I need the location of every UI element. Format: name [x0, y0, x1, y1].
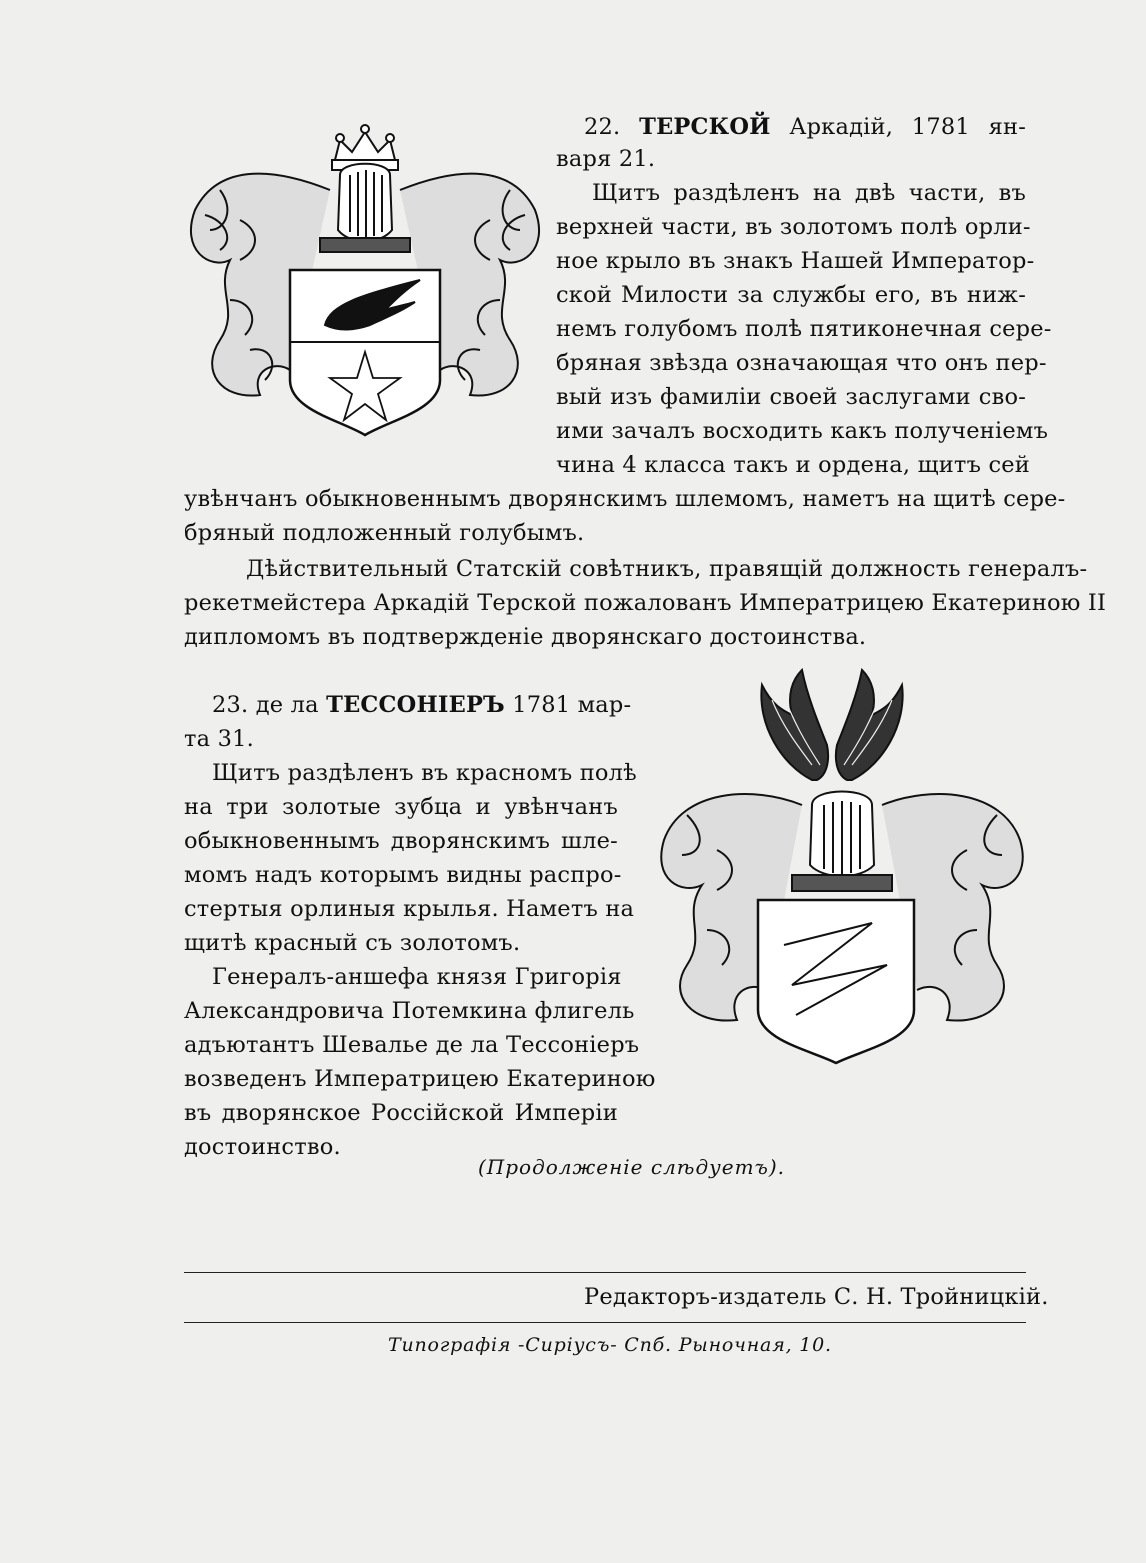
printer-line: Типографія -Сиріусъ- Спб. Рыночная, 10.	[388, 1334, 832, 1356]
entry22-surname: ТЕРСКОЙ	[639, 114, 771, 140]
continuation-note: (Продолженіе слѣдуетъ).	[478, 1155, 786, 1179]
entry22-heading-rest: Аркадій, 1781 ян-	[789, 114, 1026, 140]
entry22-desc-full-line: увѣнчанъ обыкновеннымъ дворянскимъ шлемомъ, наметъ на щитѣ сере-	[184, 486, 1066, 512]
entry23-desc-line: на три золотые зубца и увѣнчанъ	[184, 794, 618, 820]
entry22-desc-full-line: бряный подложенный голубымъ.	[184, 520, 585, 546]
entry22-heading-line2: варя 21.	[556, 146, 656, 172]
entry23-history-line: въ дворянское Россійской Имперіи	[184, 1100, 618, 1126]
entry23-number: 23.	[212, 692, 249, 718]
entry22-desc-line: Щитъ раздѣленъ на двѣ части, въ	[592, 180, 1026, 206]
entry23-surname: ТЕССОНІЕРЪ	[326, 692, 505, 718]
entry22-history-line: дипломомъ въ подтвержденіе дворянскаго достоинства.	[184, 624, 867, 650]
entry22-history-line: рекетмейстера Аркадій Терской пожалованъ Императрицею Екатериною II	[184, 590, 1107, 616]
entry23-heading	[212, 688, 632, 722]
entry22-desc-line: немъ голубомъ полѣ пятиконечная сере-	[556, 316, 1052, 342]
entry22-history-line: Дѣйствительный Статскій совѣтникъ, правящій должность генералъ-	[246, 556, 1088, 582]
entry22-heading	[584, 110, 1026, 144]
entry22-desc-line: чина 4 класса такъ и ордена, щитъ сей	[556, 452, 1030, 478]
entry23-desc-line: стертыя орлиныя крылья. Наметъ на	[184, 896, 635, 922]
footer-rule-bottom	[184, 1322, 1026, 1323]
entry23-prefix: де ла	[255, 692, 319, 718]
entry22-number: 22.	[584, 114, 621, 140]
entry23-history-line: адъютантъ Шевалье де ла Тессоніеръ	[184, 1032, 640, 1058]
entry23-history-line: Генералъ-аншефа князя Григорія	[212, 964, 622, 990]
entry23-history-line: Александровича Потемкина флигель	[184, 998, 635, 1024]
coat-of-arms-terskoy-icon	[180, 120, 550, 440]
footer-rule-top	[184, 1272, 1026, 1273]
entry22-desc-line: ное крыло въ знакъ Нашей Император-	[556, 248, 1035, 274]
entry23-desc-line: Щитъ раздѣленъ въ красномъ полѣ	[212, 760, 637, 786]
entry22-desc-line: бряная звѣзда означающая что онъ пер-	[556, 350, 1047, 376]
coat-of-arms-tessonier-icon	[652, 665, 1032, 1065]
entry22-desc-line: вый изъ фамиліи своей заслугами сво-	[556, 384, 1026, 410]
entry22-desc-line: верхней части, въ золотомъ полѣ орли-	[556, 214, 1031, 240]
entry23-desc-line: момъ надъ которымъ видны распро-	[184, 862, 622, 888]
entry22-desc-line: ими зачалъ восходить какъ полученіемъ	[556, 418, 1049, 444]
entry23-heading-line2: та 31.	[184, 726, 254, 752]
entry23-desc-line: щитѣ красный съ золотомъ.	[184, 930, 521, 956]
entry23-desc-line: обыкновеннымъ дворянскимъ шле-	[184, 828, 618, 854]
entry22-desc-line: ской Милости за службы его, въ ниж-	[556, 282, 1026, 308]
entry23-history-line: достоинство.	[184, 1134, 341, 1160]
editor-line: Редакторъ-издатель С. Н. Тройницкій.	[584, 1284, 1049, 1310]
entry23-history-line: возведенъ Императрицею Екатериною	[184, 1066, 656, 1092]
entry23-heading-rest: 1781 мар-	[512, 692, 632, 718]
